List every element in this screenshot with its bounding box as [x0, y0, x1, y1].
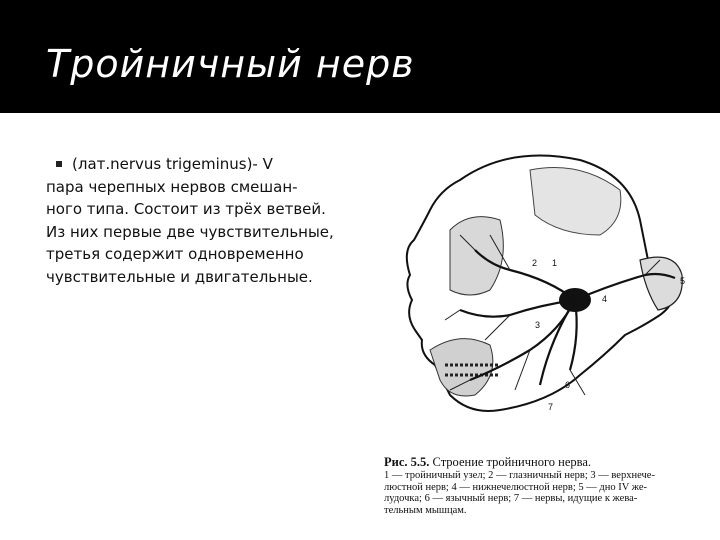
callout-1: 1	[552, 258, 558, 268]
figure-caption	[384, 454, 684, 516]
caption-line-2: люстной нерв; 4 — нижнечелюстной нерв; 5 — дно IV же-	[384, 481, 648, 493]
slide-title: Тройничный нерв	[46, 42, 415, 86]
callout-4: 4	[602, 294, 608, 304]
body-line-4: Из них первые две чувствительные,	[46, 222, 334, 241]
body-line-3: ного типа. Состоит из трёх ветвей.	[46, 200, 326, 218]
caption-label: Рис. 5.5.	[384, 455, 430, 469]
callout-5: 5	[680, 276, 686, 286]
body-line-2: пара черепных нервов смешан-	[46, 177, 298, 196]
body-line-1-text: (лат.nervus trigeminus)- V	[72, 155, 273, 173]
bullet-icon	[56, 161, 62, 167]
caption-line-1: 1 — тройничный узел; 2 — глазничный нерв; 3 — верхнече-	[384, 470, 655, 481]
callout-2: 2	[532, 258, 538, 268]
caption-title-text: Строение тройничного нерва.	[432, 455, 592, 469]
body-line-5: третья содержит одновременно	[46, 245, 304, 263]
trigeminal-nerve-illustration	[390, 140, 690, 440]
callout-7: 7	[548, 402, 554, 412]
caption-title	[384, 454, 684, 470]
body-text	[46, 153, 366, 288]
body-line-1	[46, 153, 366, 176]
title-bar	[0, 0, 720, 113]
callout-6: 6	[565, 380, 571, 390]
caption-line-4: тельным мышцам.	[384, 504, 467, 516]
body-line-6: чувствительные и двигательные.	[46, 267, 313, 286]
caption-line-3: лудочка; 6 — язычный нерв; 7 — нервы, идущие к жева-	[384, 493, 638, 504]
callout-3: 3	[535, 320, 541, 330]
